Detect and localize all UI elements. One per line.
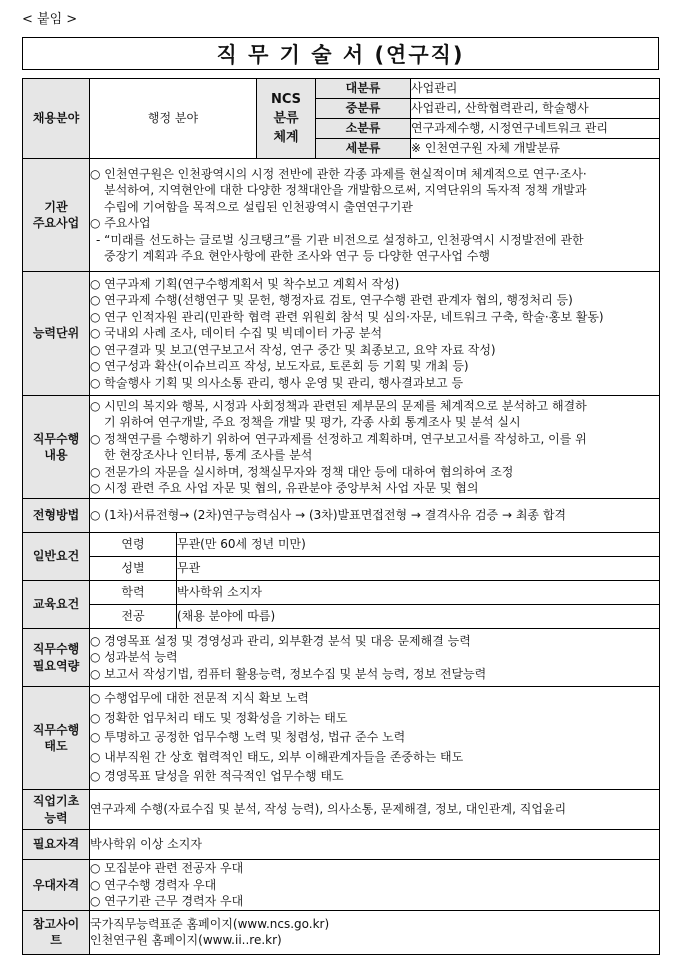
org-line: 중장기 계획과 주요 현안사항에 관한 조사와 연구 등 다양한 연구사업 수행 bbox=[104, 249, 490, 263]
general-label: 일반요건 bbox=[23, 533, 90, 581]
process-label: 전형방법 bbox=[23, 499, 90, 533]
ncs-value-minor: 연구과제수행, 시정연구네트워크 관리 bbox=[411, 119, 660, 139]
ncs-label-line: NCS bbox=[270, 92, 302, 107]
duty-line: ○ 시민의 복지와 행복, 시정과 사회정책과 관련된 제부문의 문제를 체계적으로 분석하고 해결하 bbox=[90, 398, 587, 413]
field-label: 채용분야 bbox=[23, 79, 90, 159]
duty-label-line: 내용 bbox=[44, 448, 68, 462]
competence-line: ○ 보고서 작성기법, 컴퓨터 활용능력, 정보수집 및 분석 능력, 정보 전달능력 bbox=[90, 666, 487, 681]
org-line: 분석하여, 지역현안에 대한 다양한 정책대안을 개발함으로써, 지역단위의 독자적 정책 개발과 bbox=[104, 183, 587, 197]
duty-content bbox=[90, 396, 660, 499]
ncs-value-major: 사업관리 bbox=[411, 79, 660, 99]
education-label: 교육요건 bbox=[23, 581, 90, 629]
ncs-label-line: 체계 bbox=[273, 130, 299, 145]
competence-line: ○ 성과분석 능력 bbox=[90, 650, 178, 665]
attitude-line: ○ 경영목표 달성을 위한 적극적인 업무수행 태도 bbox=[90, 769, 344, 784]
duty-line: 기 위하여 연구개발, 주요 정책을 개발 및 평가, 각종 사회 통계조사 및 분석 실시 bbox=[104, 415, 521, 429]
org-line: ○ 주요사업 bbox=[90, 216, 151, 230]
ncs-key-major: 대분류 bbox=[316, 79, 411, 99]
general-key-age: 연령 bbox=[90, 533, 177, 557]
duty-line: ○ 시정 관련 주요 사업 자문 및 협의, 유관분야 중앙부처 사업 자문 및 협의 bbox=[90, 481, 479, 495]
ncs-key-middle: 중분류 bbox=[316, 99, 411, 119]
competence-content bbox=[90, 629, 660, 687]
basic-label-line: 직업기초 bbox=[32, 794, 80, 808]
preferred-label: 우대자격 bbox=[23, 860, 90, 911]
competence-label-line: 필요역량 bbox=[32, 658, 80, 673]
reference-label bbox=[23, 910, 90, 954]
attitude-content bbox=[90, 687, 660, 790]
org-label-line: 주요사업 bbox=[32, 216, 80, 230]
duty-line: 한 현장조사나 인터뷰, 통계 조사를 분석 bbox=[104, 448, 313, 462]
general-key-gender: 성별 bbox=[90, 557, 177, 581]
field-value: 행정 분야 bbox=[90, 79, 257, 159]
reference-link-ii[interactable]: 인천연구원 홈페이지(www.ii..re.kr) bbox=[90, 933, 282, 947]
competence-label bbox=[23, 629, 90, 687]
attitude-line: ○ 투명하고 공정한 업무수행 노력 및 청렴성, 법규 준수 노력 bbox=[90, 730, 406, 745]
ability-line: ○ 국내외 사례 조사, 데이터 수집 및 빅데이터 가공 분석 bbox=[90, 326, 383, 341]
preferred-content bbox=[90, 860, 660, 911]
reference-label-line: 트 bbox=[50, 933, 62, 947]
competence-line: ○ 경영목표 설정 및 경영성과 관리, 외부환경 분석 및 대응 문제해결 능력 bbox=[90, 633, 471, 648]
org-label-line: 기관 bbox=[44, 199, 68, 214]
required-label: 필요자격 bbox=[23, 830, 90, 860]
duty-label bbox=[23, 396, 90, 499]
reference-content bbox=[90, 910, 660, 954]
ncs-key-minor: 소분류 bbox=[316, 119, 411, 139]
required-text: 박사학위 이상 소지자 bbox=[90, 830, 660, 860]
preferred-line: ○ 모집분야 관련 전공자 우대 bbox=[90, 861, 244, 875]
attitude-label-line: 직무수행 bbox=[32, 722, 80, 737]
education-value-major: (채용 분야에 따름) bbox=[177, 605, 660, 629]
ability-line: ○ 연구 인적자원 관리(민관학 협력 관련 위원회 참석 및 심의·자문, 네트워크 구축, 학술·홍보 활동) bbox=[90, 309, 604, 324]
ability-label: 능력단위 bbox=[23, 272, 90, 396]
reference-label-line: 참고사이 bbox=[32, 916, 80, 931]
ncs-value-middle: 사업관리, 산학협력관리, 학술행사 bbox=[411, 99, 660, 119]
reference-link-ncs[interactable]: 국가직무능력표준 홈페이지(www.ncs.go.kr) bbox=[90, 916, 330, 931]
org-label bbox=[23, 159, 90, 272]
ncs-value-detail: ※ 인천연구원 자체 개발분류 bbox=[411, 139, 660, 159]
org-line: ○ 인천연구원은 인천광역시의 시정 전반에 관한 각종 과제를 현실적이며 체계적으로 연구·조사· bbox=[90, 166, 587, 181]
general-value-age: 무관(만 60세 정년 미만) bbox=[177, 533, 660, 557]
attitude-line: ○ 수행업무에 대한 전문적 지식 확보 노력 bbox=[90, 691, 309, 706]
ncs-key-detail: 세분류 bbox=[316, 139, 411, 159]
ability-line: ○ 연구과제 수행(선행연구 및 문헌, 행정자료 검토, 연구수행 관련 관계자 협의, 행정처리 등) bbox=[90, 293, 573, 308]
ability-line: ○ 학술행사 기획 및 의사소통 관리, 행사 운영 및 관리, 행사결과보고 등 bbox=[90, 375, 464, 390]
ability-line: ○ 연구과제 기획(연구수행계획서 및 착수보고 계획서 작성) bbox=[90, 276, 400, 291]
ability-content bbox=[90, 272, 660, 396]
attachment-label: < 붙임 > bbox=[22, 12, 78, 27]
duty-line: ○ 전문가의 자문을 실시하며, 정책실무자와 정책 대안 등에 대하여 협의하여 조정 bbox=[90, 464, 514, 479]
competence-label-line: 직무수행 bbox=[32, 642, 80, 656]
attitude-label bbox=[23, 687, 90, 790]
preferred-line: ○ 연구기관 근무 경력자 우대 bbox=[90, 894, 244, 908]
org-line: 수립에 기여함을 목적으로 설립된 인천광역시 출연연구기관 bbox=[104, 199, 413, 214]
process-text: ○ (1차)서류전형→ (2차)연구능력심사 → (3차)발표면접전형 → 결격사유 검증 → 최종 합격 bbox=[90, 499, 660, 533]
attitude-line: ○ 정확한 업무처리 태도 및 정확성을 기하는 태도 bbox=[90, 710, 348, 725]
preferred-line: ○ 연구수행 경력자 우대 bbox=[90, 877, 217, 892]
basic-text: 연구과제 수행(자료수집 및 분석, 작성 능력), 의사소통, 문제해결, 정보, 대인관계, 직업윤리 bbox=[90, 790, 660, 830]
job-description-table bbox=[22, 78, 660, 955]
org-content bbox=[90, 159, 660, 272]
duty-line: ○ 정책연구를 수행하기 위하여 연구과제를 선정하고 계획하며, 연구보고서를 작성하고, 이를 위 bbox=[90, 431, 587, 446]
education-key-major: 전공 bbox=[90, 605, 177, 629]
org-line: - “미래를 선도하는 글로벌 싱크탱크”를 기관 비전으로 설정하고, 인천광역시 시정발전에 관한 bbox=[96, 232, 584, 247]
basic-label-line: 능력 bbox=[44, 810, 68, 825]
document-title: 직 무 기 술 서 (연구직) bbox=[22, 37, 659, 70]
ncs-label bbox=[257, 79, 316, 159]
attitude-label-line: 태도 bbox=[44, 739, 68, 753]
basic-label bbox=[23, 790, 90, 830]
duty-label-line: 직무수행 bbox=[32, 431, 80, 446]
attitude-line: ○ 내부직원 간 상호 협력적인 태도, 외부 이해관계자들을 존중하는 태도 bbox=[90, 749, 464, 764]
education-key-degree: 학력 bbox=[90, 581, 177, 605]
ability-line: ○ 연구결과 및 보고(연구보고서 작성, 연구 중간 및 최종보고, 요약 자료 작성) bbox=[90, 342, 496, 357]
ncs-label-line: 분류 bbox=[273, 111, 299, 126]
education-value-degree: 박사학위 소지자 bbox=[177, 581, 660, 605]
ability-line: ○ 연구성과 확산(이슈브리프 작성, 보도자료, 토론회 등 기획 및 개최 등) bbox=[90, 359, 469, 374]
general-value-gender: 무관 bbox=[177, 557, 660, 581]
